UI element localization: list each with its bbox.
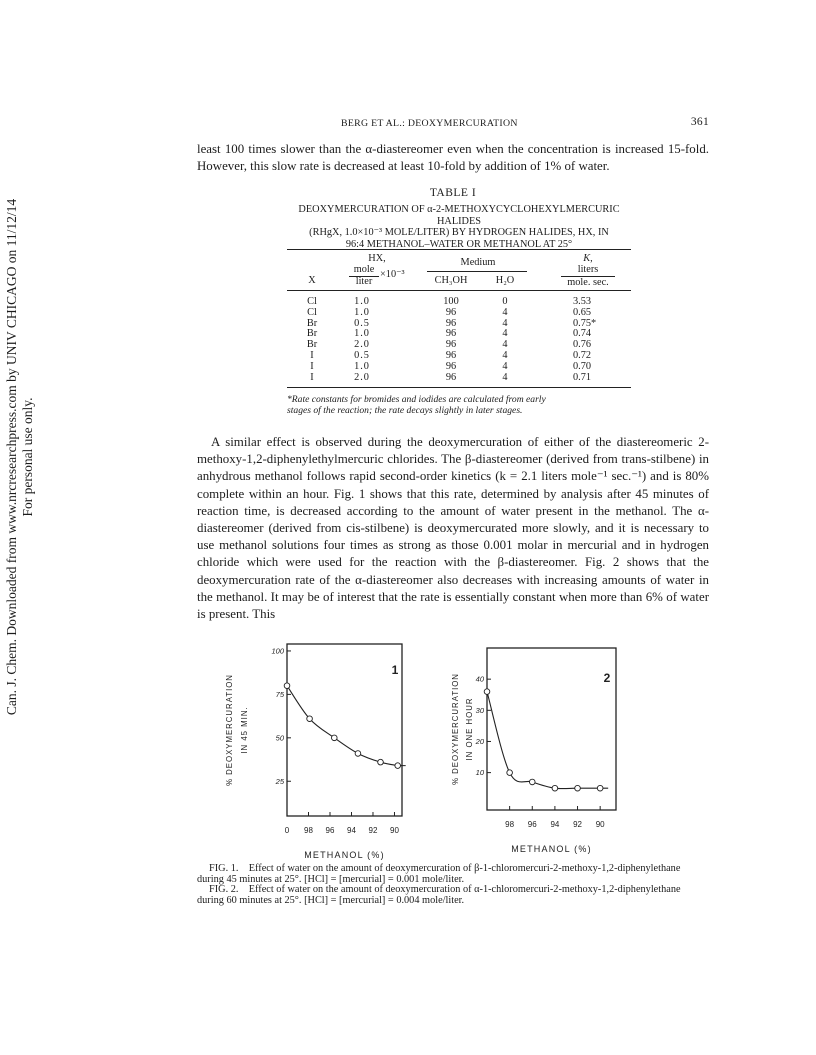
download-stamp-line2: For personal use only. — [20, 397, 35, 517]
table-cell-x: Br — [306, 317, 318, 329]
header-k-unit-den: mole. sec. — [561, 276, 615, 289]
table-cell-h2o: 4 — [502, 306, 508, 318]
table-caption — [287, 204, 631, 250]
figure-2-caption: FIG. 2. Effect of water on the amount of deoxymercuration of α-1-chloromercuri-2-methoxy-1,2-diphenylethane during 60 minutes at 25°. [HCl] = [mercurial] = 0.004 mole/liter. — [197, 884, 681, 906]
data-point — [529, 779, 535, 785]
paragraph-top-text: least 100 times slower than the α-diastereomer even when the concentration is increased 15-fold. However, this slow rate is decreased at least 10-fold by addition of 1% of water. — [197, 142, 709, 174]
data-point — [355, 751, 361, 757]
data-table — [287, 249, 631, 391]
y-tick-label: 75 — [275, 689, 284, 699]
table-title: TABLE I — [429, 187, 477, 199]
y-tick-label: 25 — [275, 776, 284, 786]
table-cell-x: Cl — [307, 296, 317, 307]
x-tick-label: 98 — [304, 826, 313, 835]
table-cell-hx: 2.0 — [354, 371, 370, 383]
table-cell-h2o: 4 — [502, 328, 508, 340]
table-cell-x: I — [310, 360, 314, 372]
header-x: X — [308, 275, 316, 286]
y-axis-label: % DEOXYMERCURATION — [451, 673, 460, 785]
y-axis-label: IN 45 MIN. — [240, 706, 249, 754]
x-tick-label: 90 — [595, 820, 605, 829]
x-tick-label: 96 — [325, 826, 335, 835]
paragraph-main-text: A similar effect is observed during the deoxymercuration of either of the diastereomeric 2-methoxy-1,2-diphenylethylmercuric chlorides. The β-diastereomer (derived from trans-stilbene) in anhydrous methanol follows rapid second-order kinetics (k = 2.1 liters mole⁻¹ sec.⁻¹) and is 80% complete within an hour. Fig. 1 shows that this rate, determined by analysis after 45 minutes of reaction time, is decreased according to the amount of water present in the methanol. The α-diastereomer (derived from cis-stilbene) is deoxymercurated more slowly, and it is necessary to use methanol solutions four times as strong as those 0.001 molar in mercurial and in hydrogen chloride which were used for the reaction with the β-diastereomer. Fig. 2 shows that the deoxymercuration rate of the α-diastereomer also decreases with increasing amounts of water in the methanol. It may be of interest that the rate is essentially constant when more than 6% of water is present. This — [197, 435, 709, 622]
data-point — [575, 785, 581, 791]
table-top-rule — [287, 249, 631, 250]
series-line — [487, 692, 608, 789]
panel-label: 2 — [603, 671, 611, 685]
header-hx-unit-num: mole — [353, 263, 375, 275]
table-cell-x: Br — [306, 339, 318, 351]
figure-captions — [197, 864, 709, 906]
download-stamp — [0, 198, 40, 716]
table-cell-h2o: 4 — [502, 349, 508, 361]
table-footnote — [287, 394, 637, 416]
column-k — [565, 297, 623, 383]
table-cell-k: 0.71 — [573, 371, 592, 383]
table-header-rule — [287, 290, 631, 291]
table-cell-k: 3.53 — [573, 296, 592, 307]
x-axis-label: METHANOL (%) — [304, 850, 385, 860]
table-cell-k: 0.72 — [573, 349, 592, 361]
y-tick-label: 30 — [475, 705, 484, 715]
table-cell-h2o: 4 — [502, 371, 508, 383]
plot-frame — [287, 644, 402, 816]
paragraph-top — [197, 141, 709, 175]
figure-1 — [227, 635, 427, 860]
header-k-label: K, — [583, 253, 593, 264]
series-line — [287, 686, 406, 766]
chart-svg — [227, 635, 427, 860]
y-tick-label: 100 — [271, 646, 284, 656]
data-point — [307, 716, 313, 722]
chart-svg — [445, 635, 645, 860]
page-header — [197, 115, 709, 131]
y-tick-label: 40 — [475, 674, 484, 684]
x-tick-label: 94 — [347, 826, 356, 835]
table-cell-k: 0.70 — [573, 360, 592, 372]
header-hx — [333, 254, 421, 287]
y-axis-label: IN ONE HOUR — [465, 697, 474, 761]
table-cell-ch3oh: 96 — [445, 328, 457, 340]
table-caption-line1: DEOXYMERCURATION OF α-2-METHOXYCYCLOHEXYLMERCURIC HALIDES — [298, 204, 620, 227]
medium-rule — [427, 271, 527, 272]
x-tick-label: 94 — [550, 820, 560, 829]
data-point — [597, 785, 603, 791]
table-cell-hx: 2.0 — [354, 339, 370, 351]
table-cell-k: 0.74 — [573, 328, 592, 340]
data-point — [507, 770, 513, 776]
table-cell-ch3oh: 100 — [443, 296, 459, 307]
table-cell-k: 0.75* — [573, 317, 597, 329]
table-cell-h2o: 4 — [502, 317, 508, 329]
column-ch3oh — [427, 297, 475, 383]
table-cell-x: Br — [306, 328, 318, 340]
x-tick-label: 98 — [505, 820, 515, 829]
table-cell-ch3oh: 96 — [445, 371, 457, 383]
header-medium: Medium — [460, 257, 496, 268]
table-cell-h2o: 0 — [502, 296, 508, 307]
table-cell-x: I — [310, 349, 314, 361]
table-cell-ch3oh: 96 — [445, 360, 457, 372]
table-cell-hx: 0.5 — [354, 317, 370, 329]
header-h2o: H₂O — [495, 275, 515, 286]
header-hx-unit — [333, 265, 421, 287]
table-cell-ch3oh: 96 — [445, 349, 457, 361]
header-ch3oh: CH₃OH — [434, 275, 468, 286]
page-number: 361 — [690, 116, 709, 128]
table-cell-k: 0.76 — [573, 339, 592, 351]
y-axis-label: % DEOXYMERCURATION — [225, 674, 234, 786]
table-cell-hx: 1.0 — [354, 360, 370, 372]
table-cell-ch3oh: 96 — [445, 317, 457, 329]
table-cell-k: 0.65 — [573, 306, 592, 318]
column-hx — [345, 297, 379, 383]
table-cell-x: Cl — [307, 306, 317, 318]
table-cell-x: I — [310, 371, 314, 383]
data-point — [484, 689, 490, 695]
table-cell-h2o: 4 — [502, 360, 508, 372]
x-tick-label: 0 — [284, 826, 290, 835]
table-cell-h2o: 4 — [502, 339, 508, 351]
x-tick-label: 92 — [573, 820, 582, 829]
paragraph-main — [197, 434, 709, 623]
table-footnote-line2: stages of the reaction; the rate decays slightly in later stages. — [287, 405, 523, 416]
x-tick-label: 92 — [368, 826, 378, 835]
column-x — [287, 297, 337, 383]
figure-2 — [445, 635, 645, 860]
x-axis-label: METHANOL (%) — [511, 844, 592, 854]
table-cell-ch3oh: 96 — [445, 339, 457, 351]
data-point — [331, 735, 337, 741]
download-stamp-line1: Can. J. Chem. Downloaded from www.nrcresearchpress.com by UNIV CHICAGO on 11/12/14 — [4, 198, 19, 716]
data-point — [552, 785, 558, 791]
table-cell-ch3oh: 96 — [445, 306, 457, 318]
y-tick-label: 20 — [475, 736, 484, 746]
table-cell-hx: 1.0 — [354, 328, 370, 340]
x-tick-label: 90 — [390, 826, 399, 835]
table-footnote-line1: *Rate constants for bromides and iodides are calculated from early — [287, 394, 546, 405]
x-tick-label: 96 — [527, 820, 537, 829]
y-tick-label: 10 — [475, 768, 484, 778]
header-hx-label: HX, — [368, 253, 386, 264]
header-k — [553, 254, 623, 288]
running-head: BERG ET AL.: DEOXYMERCURATION — [341, 118, 518, 129]
table-cell-hx: 1.0 — [354, 306, 370, 318]
header-hx-unit-den: liter — [349, 276, 379, 288]
table-caption-line3: 96:4 METHANOL–WATER OR METHANOL AT 25° — [345, 238, 573, 250]
y-tick-label: 50 — [275, 733, 284, 743]
data-point — [395, 763, 401, 769]
table-caption-line2: (RHgX, 1.0×10⁻³ MOLE/LITER) BY HYDROGEN HALIDES, HX, IN — [309, 227, 609, 239]
column-h2o — [481, 297, 529, 383]
header-hx-factor: ×10⁻³ — [380, 268, 405, 280]
header-k-unit-num: liters — [577, 263, 599, 275]
data-point — [284, 683, 290, 689]
figure-1-caption: FIG. 1. Effect of water on the amount of deoxymercuration of β-1-chloromercuri-2-methoxy-1,2-diphenylethane during 45 minutes at 25°. [HCl] = [mercurial] = 0.001 mole/liter. — [197, 863, 681, 885]
plot-frame — [487, 648, 616, 810]
table-bottom-rule — [287, 387, 631, 388]
panel-label: 1 — [391, 663, 399, 677]
data-point — [378, 759, 384, 765]
table-cell-hx: 1.0 — [354, 296, 370, 307]
table-cell-hx: 0.5 — [354, 349, 370, 361]
